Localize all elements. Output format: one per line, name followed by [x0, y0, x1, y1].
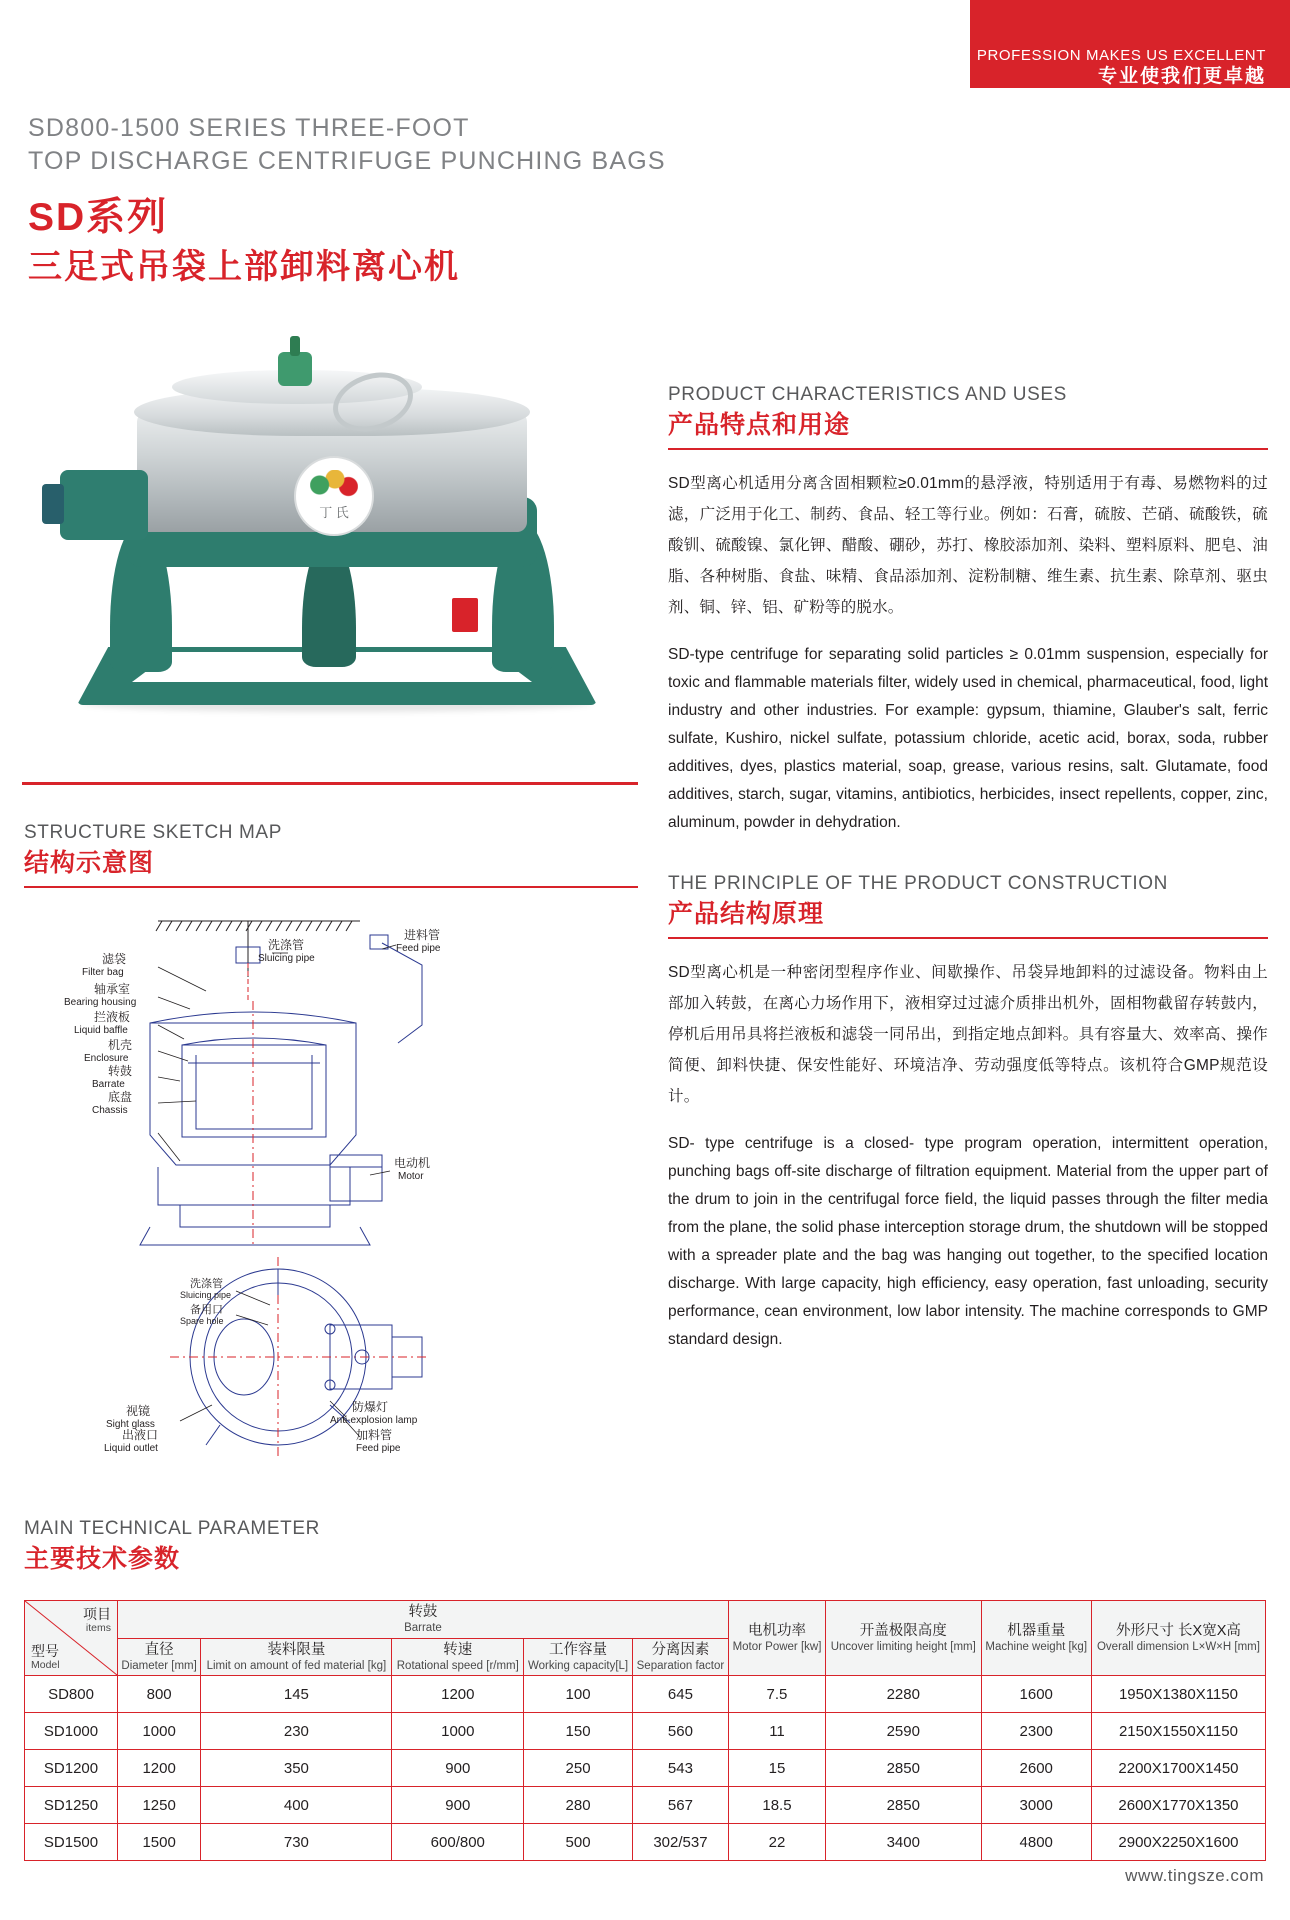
table-corner-cell [25, 1601, 118, 1676]
parameters-title-en: MAIN TECHNICAL PARAMETER [24, 1518, 320, 1539]
corner-items-cn: 项目 [83, 1606, 111, 1622]
cell-model: SD1500 [25, 1824, 118, 1861]
svg-text:Sluicing pipe: Sluicing pipe [258, 953, 315, 964]
svg-text:Liquid baffle: Liquid baffle [74, 1025, 128, 1036]
svg-text:洗涤管: 洗涤管 [190, 1278, 223, 1290]
parameters-table-body [25, 1676, 1266, 1861]
table-col-separation-factor: 分离因素 Separation factor [633, 1638, 729, 1676]
table-row [25, 1676, 1266, 1713]
cell-speed: 1000 [392, 1713, 524, 1750]
cell-dimension: 2150X1550X1150 [1091, 1713, 1265, 1750]
cell-diameter: 1200 [118, 1750, 201, 1787]
svg-text:Filter bag: Filter bag [82, 967, 124, 978]
cell-dimension: 2600X1770X1350 [1091, 1787, 1265, 1824]
corner-top-right [83, 1606, 111, 1634]
svg-text:Spare hole: Spare hole [180, 1316, 224, 1326]
characteristics-title-rule [668, 448, 1268, 450]
structure-section-heading [24, 820, 638, 888]
cell-weight: 4800 [981, 1824, 1091, 1861]
cell-fed-limit: 730 [201, 1824, 392, 1861]
title-en-line1: SD800-1500 SERIES THREE-FOOT [28, 114, 470, 142]
cell-weight: 2600 [981, 1750, 1091, 1787]
top-banner [0, 0, 1290, 88]
structure-sketch-figure [30, 905, 640, 1465]
svg-text:加料管: 加料管 [356, 1428, 393, 1442]
cell-height: 2850 [826, 1750, 981, 1787]
characteristics-body-cn: SD型离心机适用分离含固相颗粒≥0.01mm的悬浮液，特别适用于有毒、易燃物料的过滤，广泛用于化工、制药、食品、轻工等行业。例如：石膏，硫胺、芒硝、硫酸铁，硫酸钏、硫酸镍、氯化钾、醋酸、硼砂，苏打、橡胶添加剂、染料、塑料原料、肥皂、油脂、各种树脂、食盐、味精、食品添加剂、淀粉制糖、维生素、抗生素、除草剂、驱虫剂、铜、锌、铝、矿粉等的脱水。 [668, 475, 1268, 616]
structure-title-en: STRUCTURE SKETCH MAP [24, 822, 282, 843]
cell-dimension: 2200X1700X1450 [1091, 1750, 1265, 1787]
svg-text:Feed pipe: Feed pipe [356, 1443, 401, 1454]
table-col-uncover-height: 开盖极限高度 Uncover limiting height [mm] [826, 1601, 981, 1676]
cell-model: SD1250 [25, 1787, 118, 1824]
corner-items-en: items [85, 1622, 111, 1634]
corner-model-cn: 型号 [31, 1643, 59, 1659]
cell-capacity: 250 [524, 1750, 633, 1787]
svg-text:拦液板: 拦液板 [94, 1010, 131, 1024]
svg-text:Feed pipe: Feed pipe [396, 943, 441, 954]
cell-weight: 2300 [981, 1713, 1091, 1750]
product-photo [22, 352, 662, 772]
svg-text:Sight glass: Sight glass [106, 1419, 155, 1430]
cell-height: 2280 [826, 1676, 981, 1713]
machine-red-plate [452, 598, 478, 632]
table-col-overall-dimension: 外形尺寸 长X宽X高 Overall dimension L×W×H [mm] [1091, 1601, 1265, 1676]
cell-fed-limit: 400 [201, 1787, 392, 1824]
parameters-title-cn: 主要技术参数 [24, 1545, 181, 1573]
machine-motor [60, 470, 148, 540]
svg-text:Motor: Motor [398, 1171, 424, 1182]
svg-text:视镜: 视镜 [126, 1404, 151, 1418]
svg-text:轴承室: 轴承室 [94, 982, 131, 996]
banner-white-block [0, 0, 970, 88]
cell-fed-limit: 350 [201, 1750, 392, 1787]
cell-diameter: 1500 [118, 1824, 201, 1861]
cell-separation: 302/537 [633, 1824, 729, 1861]
parameters-heading [24, 1516, 424, 1576]
cell-fed-limit: 145 [201, 1676, 392, 1713]
characteristics-title-en: PRODUCT CHARACTERISTICS AND USES [668, 384, 1067, 405]
table-col-machine-weight: 机器重量 Machine weight [kg] [981, 1601, 1091, 1676]
cell-fed-limit: 230 [201, 1713, 392, 1750]
svg-text:备用口: 备用口 [190, 1304, 223, 1316]
cell-diameter: 1250 [118, 1787, 201, 1824]
table-col-diameter: 直径 Diameter [mm] [118, 1638, 201, 1676]
cell-model: SD1200 [25, 1750, 118, 1787]
svg-text:洗涤管: 洗涤管 [268, 938, 305, 952]
cell-separation: 567 [633, 1787, 729, 1824]
table-col-rotational-speed: 转速 Rotational speed [r/mm] [392, 1638, 524, 1676]
title-en-line2: TOP DISCHARGE CENTRIFUGE PUNCHING BAGS [28, 147, 666, 175]
cell-power: 22 [728, 1824, 825, 1861]
svg-text:Anti-explosion lamp: Anti-explosion lamp [330, 1415, 418, 1426]
corner-model-en: Model [31, 1659, 60, 1671]
svg-text:进料管: 进料管 [404, 928, 441, 942]
cell-weight: 3000 [981, 1787, 1091, 1824]
svg-text:底盘: 底盘 [108, 1090, 133, 1104]
right-column [668, 382, 1268, 1370]
photo-underline [22, 782, 638, 785]
svg-text:滤袋: 滤袋 [102, 952, 127, 966]
svg-text:Sluicing pipe: Sluicing pipe [180, 1290, 232, 1300]
structure-title-rule [24, 886, 638, 888]
title-cn-line2: 三足式吊袋上部卸料离心机 [28, 248, 460, 286]
principle-title-cn: 产品结构原理 [668, 900, 825, 928]
cell-separation: 543 [633, 1750, 729, 1787]
cell-speed: 600/800 [392, 1824, 524, 1861]
cell-power: 15 [728, 1750, 825, 1787]
cell-model: SD1000 [25, 1713, 118, 1750]
svg-text:Enclosure: Enclosure [84, 1053, 129, 1064]
svg-text:防爆灯: 防爆灯 [352, 1400, 389, 1414]
svg-text:电动机: 电动机 [394, 1156, 431, 1170]
table-col-motor-power: 电机功率 Motor Power [kw] [728, 1601, 825, 1676]
structure-title-cn: 结构示意图 [24, 849, 155, 877]
svg-text:出液口: 出液口 [122, 1428, 159, 1442]
principle-heading [668, 871, 1268, 939]
parameters-table [24, 1600, 1266, 1861]
table-col-working-capacity: 工作容量 Working capacity[L] [524, 1638, 633, 1676]
group-header-en: Barrate [404, 1622, 442, 1635]
cell-height: 2850 [826, 1787, 981, 1824]
cell-separation: 560 [633, 1713, 729, 1750]
cell-capacity: 150 [524, 1713, 633, 1750]
cell-weight: 1600 [981, 1676, 1091, 1713]
characteristics-title-cn: 产品特点和用途 [668, 411, 851, 439]
machine-top-valve [278, 352, 312, 386]
characteristics-heading [668, 382, 1268, 450]
cell-height: 3400 [826, 1824, 981, 1861]
cell-capacity: 280 [524, 1787, 633, 1824]
brand-swirl-icon [310, 470, 358, 500]
corner-bottom-left [31, 1643, 60, 1671]
principle-title-rule [668, 937, 1268, 939]
page-title [28, 112, 808, 290]
cell-power: 18.5 [728, 1787, 825, 1824]
cell-speed: 900 [392, 1787, 524, 1824]
parameters-table-wrap [24, 1600, 1266, 1861]
cell-height: 2590 [826, 1713, 981, 1750]
banner-slogan-en: PROFESSION MAKES US EXCELLENT [976, 47, 1266, 64]
principle-title-en: THE PRINCIPLE OF THE PRODUCT CONSTRUCTION [668, 873, 1168, 894]
table-header-row-1 [25, 1601, 1266, 1639]
svg-text:Barrate: Barrate [92, 1079, 125, 1090]
brand-logo-text: 丁 氏 [319, 505, 349, 520]
cell-power: 7.5 [728, 1676, 825, 1713]
cell-power: 11 [728, 1713, 825, 1750]
table-row [25, 1713, 1266, 1750]
group-header-cn: 转鼓 [408, 1604, 438, 1621]
machine-brand-logo [294, 456, 374, 536]
cell-dimension: 2900X2250X1600 [1091, 1824, 1265, 1861]
principle-body-cn: SD型离心机是一种密闭型程序作业、间歇操作、吊袋异地卸料的过滤设备。物料由上部加入转鼓，在离心力场作用下，液相穿过过滤介质排出机外，固相物截留存转鼓内，停机后用吊具将拦液板和滤袋一同吊出，到指定地点卸料。具有容量大、效率高、操作简便、卸料快捷、保安性能好、环境洁净、劳动强度低等特点。该机符合GMP规范设计。 [668, 964, 1268, 1105]
svg-text:转鼓: 转鼓 [108, 1064, 133, 1078]
cell-speed: 1200 [392, 1676, 524, 1713]
principle-body-en: SD- type centrifuge is a closed- type program operation, intermittent operation, punching bags off-site discharge of filtration equipment. Material from the upper part of the drum to join in the centrifugal force field, the liquid passes through the filter media from the plane, the solid phase interception storage drum, the shutdown will be stopped with a spreader plate and the bag was hanging out together, to the specified location discharge. With large capacity, high efficiency, easy operation, fast unloading, security performance, cean environment, low labor intensity. The machine corresponds to GMP standard design. [668, 1135, 1268, 1348]
table-row [25, 1787, 1266, 1824]
table-col-fed-material-limit: 装料限量 Limit on amount of fed material [kg] [201, 1638, 392, 1676]
title-cn-line1: SD系列 [28, 196, 169, 239]
table-row [25, 1750, 1266, 1787]
cell-model: SD800 [25, 1676, 118, 1713]
cell-diameter: 800 [118, 1676, 201, 1713]
svg-text:Liquid outlet: Liquid outlet [104, 1443, 158, 1454]
svg-text:机壳: 机壳 [108, 1038, 133, 1052]
table-row [25, 1824, 1266, 1861]
cell-dimension: 1950X1380X1150 [1091, 1676, 1265, 1713]
table-group-header-barrate [118, 1601, 729, 1639]
cell-speed: 900 [392, 1750, 524, 1787]
footer-website-url[interactable]: www.tingsze.com [1125, 1866, 1264, 1885]
svg-text:Chassis: Chassis [92, 1105, 128, 1116]
banner-slogan [846, 46, 1266, 89]
cell-capacity: 500 [524, 1824, 633, 1861]
cell-diameter: 1000 [118, 1713, 201, 1750]
cell-capacity: 100 [524, 1676, 633, 1713]
svg-text:Bearing housing: Bearing housing [64, 997, 137, 1008]
banner-slogan-cn: 专业使我们更卓越 [1097, 66, 1266, 87]
cell-separation: 645 [633, 1676, 729, 1713]
characteristics-body-en: SD-type centrifuge for separating solid particles ≥ 0.01mm suspension, especially for toxic and flammable materials filter, widely used in chemical, pharmaceutical, food, light industry and other industries. For example: gypsum, thiamine, Glauber's salt, ferric sulfate, Kushiro, nickel sulfate, potassium chloride, acetic acid, borax, soda, rubber additives, dyes, plastics material, soap, grease, various resins, salt. Glutamate, food additives, starch, sugar, vitamins, antibiotics, herbicides, insect repellents, copper, zinc, aluminum, powder in dehydration. [668, 646, 1268, 831]
